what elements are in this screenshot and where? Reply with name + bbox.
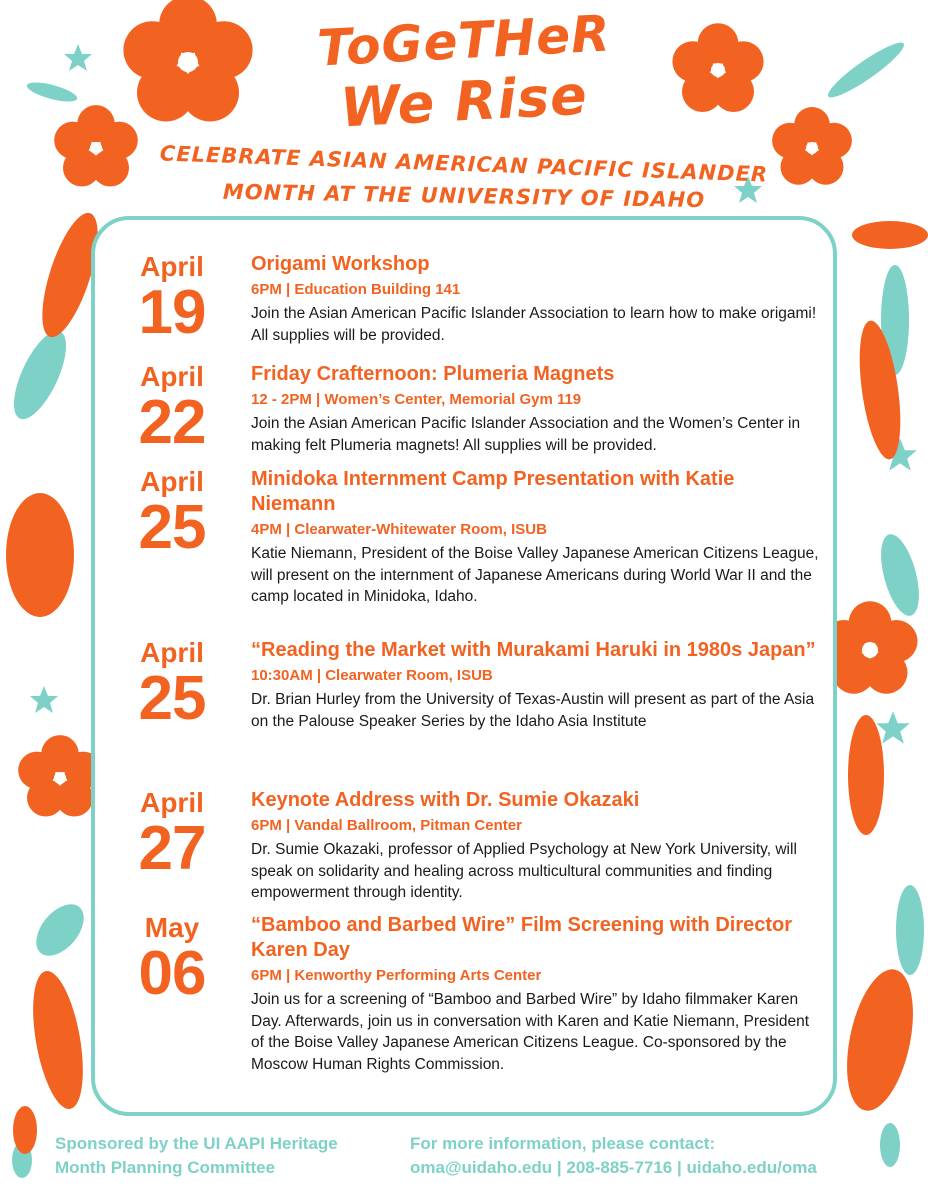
subtitle-line-2: MONTH AT THE UNIVERSITY OF IDAHO	[222, 179, 706, 213]
contact-info	[410, 1132, 910, 1180]
event-title: “Reading the Market with Murakami Haruki in 1980s Japan”	[251, 639, 816, 661]
event-description: Katie Niemann, President of the Boise Valley Japanese American Citizens League, will present on the internment of Japanese Americans during World War II and the camp located in Minidoka, Idaho.	[251, 545, 819, 605]
event-title: “Bamboo and Barbed Wire” Film Screening with Director Karen Day	[251, 914, 793, 961]
events-card	[91, 216, 837, 1116]
event-date	[117, 787, 227, 883]
event-description: Dr. Sumie Okazaki, professor of Applied Psychology at New York University, will speak on solidarity and healing across multicultural communities and finding empowerment through identity.	[251, 841, 797, 901]
event-date	[117, 637, 227, 733]
subtitle-line-1: CELEBRATE ASIAN AMERICAN PACIFIC ISLANDER	[159, 141, 769, 187]
title-line-1: ToGeTHeR	[316, 4, 612, 78]
event-day: 25	[138, 493, 206, 562]
event-month: April	[140, 637, 204, 668]
contact-details: oma@uidaho.edu | 208-885-7716 | uidaho.edu/oma	[410, 1158, 817, 1177]
event-day: 06	[138, 939, 206, 1008]
event-day: 19	[138, 278, 206, 347]
event-month: April	[140, 466, 204, 497]
event-description: Join us for a screening of “Bamboo and Barbed Wire” by Idaho filmmaker Karen Day. Afterwards, join us in conversation with Karen and Katie Niemann, President of the Boise Valley Japanese American Citizens League. Co-sponsored by the Moscow Human Rights Commission.	[251, 991, 809, 1073]
event-time-location: 6PM | Kenworthy Performing Arts Center	[251, 967, 542, 984]
event-description: Dr. Brian Hurley from the University of Texas-Austin will present as part of the Asia on the Palouse Speaker Series by the Idaho Asia Institute	[251, 691, 815, 730]
event-title: Friday Crafternoon: Plumeria Magnets	[251, 363, 615, 385]
event-date	[117, 912, 227, 1008]
event-description: Join the Asian American Pacific Islander Association to learn how to make origami! All supplies will be provided.	[251, 305, 817, 344]
sponsor-line-2: Month Planning Committee	[55, 1158, 276, 1177]
event-title: Keynote Address with Dr. Sumie Okazaki	[251, 789, 640, 811]
event-time-location: 6PM | Vandal Ballroom, Pitman Center	[251, 817, 522, 834]
event-day: 27	[138, 814, 206, 883]
event-month: April	[140, 361, 204, 392]
title-line-2: We Rise	[338, 63, 590, 140]
event-title: Origami Workshop	[251, 253, 430, 275]
event-title: Minidoka Internment Camp Presentation with Katie Niemann	[251, 468, 735, 515]
event-time-location: 6PM | Education Building 141	[251, 281, 461, 298]
contact-heading: For more information, please contact:	[410, 1134, 716, 1153]
event-date	[117, 361, 227, 457]
event-time-location: 12 - 2PM | Women’s Center, Memorial Gym 119	[251, 391, 582, 408]
event-day: 25	[138, 664, 206, 733]
event-time-location: 10:30AM | Clearwater Room, ISUB	[251, 667, 493, 684]
sponsor-line-1: Sponsored by the UI AAPI Heritage	[55, 1134, 338, 1153]
event-month: April	[140, 251, 204, 282]
event-day: 22	[138, 388, 206, 457]
event-description: Join the Asian American Pacific Islander Association and the Women’s Center in making felt Plumeria magnets! All supplies will be provided.	[251, 415, 801, 454]
sponsor-note	[55, 1132, 395, 1180]
event-time-location: 4PM | Clearwater-Whitewater Room, ISUB	[251, 521, 547, 538]
event-month: April	[140, 787, 204, 818]
event-month: May	[144, 912, 200, 943]
event-date	[117, 251, 227, 347]
event-date	[117, 466, 227, 562]
